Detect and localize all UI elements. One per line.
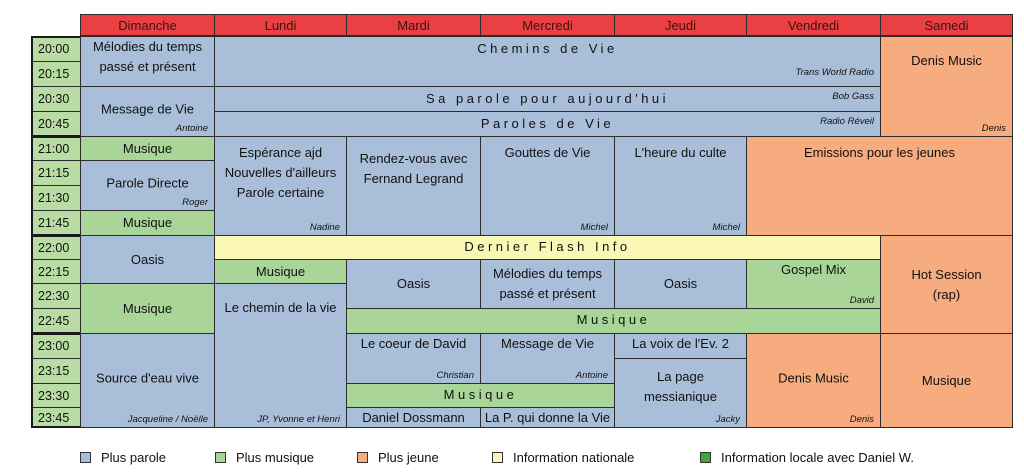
program-title: La page messianique <box>644 369 717 404</box>
program-message-de-vie <box>80 86 215 137</box>
legend-label: Information nationale <box>513 449 635 465</box>
program-title: Musique <box>255 263 306 279</box>
legend-label: Plus musique <box>236 449 315 465</box>
program-emissions-pour-les-jeunes <box>746 136 1013 236</box>
time-slot: 22:15 <box>31 259 81 284</box>
program-credit: Roger <box>182 197 208 208</box>
time-slot: 21:45 <box>31 210 81 236</box>
program-title: Dernier Flash Info <box>464 239 631 254</box>
program-title: Musique <box>122 140 173 156</box>
program-gospel-mix <box>746 259 881 309</box>
program-source-d-eau-vive <box>80 333 215 428</box>
program-credit: Antoine <box>175 123 208 134</box>
program-la-page-messianique <box>614 358 747 428</box>
legend-item-local-news <box>700 448 914 466</box>
time-slot: 22:45 <box>31 308 81 334</box>
program-title: Rendez-vous avec Fernand Legrand <box>359 151 468 186</box>
program-oasis <box>80 235 215 284</box>
program-title: Musique <box>576 312 651 327</box>
program-credit: Michel <box>712 222 740 233</box>
program-title: Parole Directe <box>106 175 189 191</box>
program-title: La voix de l'Ev. 2 <box>632 336 729 351</box>
legend <box>0 448 1024 466</box>
legend-item-national-news <box>492 448 634 466</box>
program-hot-session-rap <box>880 235 1013 334</box>
program-title: Denis Music <box>911 53 982 68</box>
day-header-lundi: Lundi <box>214 14 347 36</box>
legend-label: Plus parole <box>101 449 167 465</box>
legend-swatch-national-news <box>492 452 503 463</box>
program-credit: Michel <box>580 222 608 233</box>
program-parole-directe <box>80 160 215 211</box>
program-title: Daniel Dossmann <box>362 409 465 425</box>
program-title: L'heure du culte <box>634 145 727 160</box>
program-melodies-du-temps-passe-et-present <box>80 36 215 87</box>
program-musique <box>346 308 881 334</box>
program-rendez-vous-avec-fernand-legrand <box>346 136 481 236</box>
program-credit: Jacqueline / Noëlle <box>127 414 208 425</box>
program-title: Message de Vie <box>501 336 594 351</box>
program-dernier-flash-info <box>214 235 881 260</box>
program-title: Le coeur de David <box>360 336 467 351</box>
program-credit: Radio Réveil <box>820 116 874 127</box>
program-credit: JP, Yvonne et Henri <box>257 414 340 425</box>
time-slot: 21:15 <box>31 160 81 186</box>
program-title: Musique <box>443 387 518 402</box>
program-credit: Denis <box>849 414 874 425</box>
legend-label: Plus jeune <box>378 449 439 465</box>
program-melodies-du-temps-passe-et-present <box>480 259 615 309</box>
day-header-jeudi: Jeudi <box>614 14 747 36</box>
time-slot: 20:00 <box>31 36 81 62</box>
time-slot: 21:00 <box>31 136 81 161</box>
program-title: Musique <box>122 300 173 316</box>
program-credit: Nadine <box>309 222 340 233</box>
time-slot: 20:45 <box>31 111 81 137</box>
program-message-de-vie <box>480 333 615 384</box>
program-musique <box>80 283 215 334</box>
program-denis-music <box>746 333 881 428</box>
program-title: Paroles de Vie <box>480 116 615 131</box>
legend-item-youth <box>357 448 439 466</box>
legend-swatch-music <box>215 452 226 463</box>
program-credit: Denis <box>981 123 1006 134</box>
program-title: Mélodies du temps passé et présent <box>92 39 203 74</box>
legend-swatch-talk <box>80 452 91 463</box>
program-credit: Trans World Radio <box>795 67 874 78</box>
program-la-voix-de-l-ev-2 <box>614 333 747 359</box>
program-chemins-de-vie <box>214 36 881 87</box>
program-title: Chemins de Vie <box>477 41 618 56</box>
time-slot: 23:30 <box>31 383 81 408</box>
time-slot: 20:15 <box>31 61 81 87</box>
program-title: Le chemin de la vie <box>224 300 337 315</box>
program-title: Denis Music <box>778 370 849 386</box>
program-title: Oasis <box>396 276 431 291</box>
program-esperance-ajd-nouvelles-d-ailleurs-parole-certaine <box>214 136 347 236</box>
legend-swatch-local-news <box>700 452 711 463</box>
program-title: Message de Vie <box>101 101 194 117</box>
program-l-heure-du-culte <box>614 136 747 236</box>
program-oasis <box>614 259 747 309</box>
legend-label: Information locale avec Daniel W. <box>721 449 914 465</box>
program-title: Sa parole pour aujourd'hui <box>425 91 670 106</box>
time-slot: 22:30 <box>31 283 81 309</box>
program-credit: Antoine <box>575 370 608 381</box>
time-slot: 23:45 <box>31 407 81 428</box>
program-musique <box>80 136 215 161</box>
program-le-coeur-de-david <box>346 333 481 384</box>
legend-item-music <box>215 448 314 466</box>
day-header-mardi: Mardi <box>346 14 481 36</box>
time-slot: 23:00 <box>31 333 81 359</box>
program-title: Oasis <box>130 251 165 267</box>
program-gouttes-de-vie <box>480 136 615 236</box>
program-denis-music <box>880 36 1013 137</box>
program-le-chemin-de-la-vie <box>214 283 347 428</box>
program-title: Gouttes de Vie <box>504 145 591 160</box>
program-title: Espérance ajd Nouvelles d'ailleurs Parole certaine <box>224 145 337 200</box>
day-header-dimanche: Dimanche <box>80 14 215 36</box>
program-daniel-dossmann <box>346 407 481 428</box>
program-musique <box>214 259 347 284</box>
time-slot: 21:30 <box>31 185 81 211</box>
program-musique <box>346 383 615 408</box>
day-header-vendredi: Vendredi <box>746 14 881 36</box>
legend-swatch-youth <box>357 452 368 463</box>
program-title: Gospel Mix <box>780 262 847 277</box>
program-title: Musique <box>921 372 972 388</box>
legend-item-talk <box>80 448 166 466</box>
program-sa-parole-pour-aujourd-hui <box>214 86 881 112</box>
day-header-samedi: Samedi <box>880 14 1013 36</box>
program-paroles-de-vie <box>214 111 881 137</box>
program-title: Musique <box>122 215 173 230</box>
program-title: La P. qui donne la Vie <box>484 409 611 425</box>
program-title: Oasis <box>663 276 698 291</box>
program-title: Emissions pour les jeunes <box>803 145 956 160</box>
time-slot: 20:30 <box>31 86 81 112</box>
program-musique <box>880 333 1013 428</box>
program-credit: Jacky <box>715 414 740 425</box>
program-credit: Christian <box>436 370 474 381</box>
program-title: Source d'eau vive <box>96 370 199 386</box>
program-musique <box>80 210 215 236</box>
time-slot: 22:00 <box>31 235 81 260</box>
program-credit: David <box>849 295 874 306</box>
program-credit: Bob Gass <box>832 91 874 102</box>
program-oasis <box>346 259 481 309</box>
time-slot: 23:15 <box>31 358 81 384</box>
program-title: Mélodies du temps passé et présent <box>492 266 603 301</box>
day-header-mercredi: Mercredi <box>480 14 615 36</box>
program-la-p-qui-donne-la-vie <box>480 407 615 428</box>
program-title: Hot Session (rap) <box>911 266 982 302</box>
